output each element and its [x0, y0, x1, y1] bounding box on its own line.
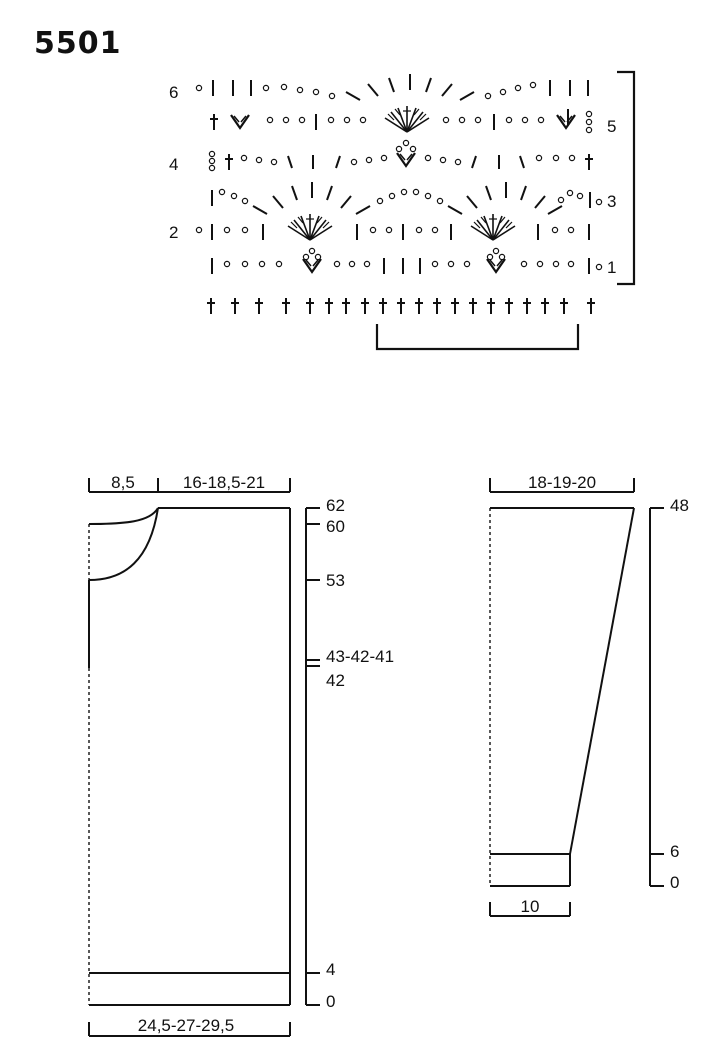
body-height-62: 62 — [326, 496, 345, 515]
body-bottom-width: 24,5-27-29,5 — [137, 1016, 235, 1035]
repeat-bracket-bottom — [377, 324, 578, 349]
body-neck-width: 8,5 — [111, 473, 135, 492]
chart-row-3 — [212, 182, 602, 214]
repeat-bracket-right — [617, 72, 634, 284]
pattern-number: 5501 — [34, 26, 122, 61]
row-label-5: 5 — [607, 117, 617, 136]
crochet-chart — [169, 72, 634, 349]
body-height-4: 4 — [326, 960, 336, 979]
body-schematic — [89, 473, 394, 1036]
chart-row-2 — [196, 214, 589, 240]
foundation-row — [207, 298, 595, 314]
row-label-2: 2 — [169, 223, 179, 242]
row-label-1: 1 — [607, 258, 617, 277]
body-height-53: 53 — [326, 571, 345, 590]
sleeve-height-48: 48 — [670, 496, 689, 515]
body-height-42: 42 — [326, 671, 345, 690]
sleeve-height-0: 0 — [670, 873, 680, 892]
row-label-6: 6 — [169, 83, 179, 102]
sleeve-height-6: 6 — [670, 842, 680, 861]
chart-row-1 — [212, 248, 602, 274]
body-height-armhole: 43-42-41 — [326, 647, 395, 666]
chart-row-6 — [196, 74, 588, 100]
body-height-0: 0 — [326, 992, 336, 1011]
body-shoulder-width: 16-18,5-21 — [182, 473, 266, 492]
sleeve-top-width: 18-19-20 — [527, 473, 597, 492]
chart-row-5 — [210, 106, 592, 133]
sleeve-schematic — [490, 473, 689, 916]
chart-row-4 — [209, 140, 593, 170]
sleeve-bottom-width: 10 — [520, 897, 540, 916]
body-height-60: 60 — [326, 517, 345, 536]
row-label-3: 3 — [607, 192, 617, 211]
row-label-4: 4 — [169, 155, 179, 174]
